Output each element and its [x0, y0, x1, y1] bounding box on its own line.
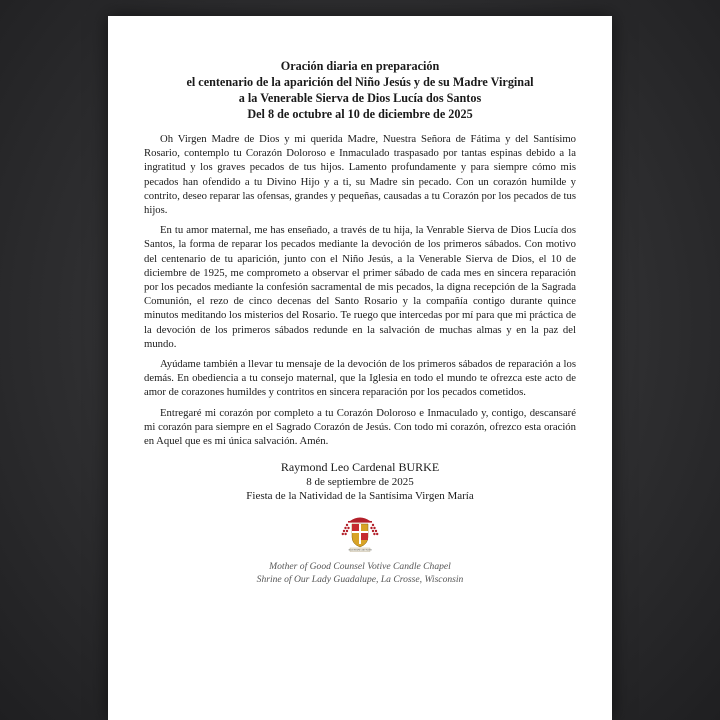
signature-date: 8 de septiembre de 2025 [306, 476, 414, 489]
crest-motto: SECUNDUM COR TUUM [348, 549, 372, 552]
signature-block [144, 460, 576, 503]
prayer-paragraph: Ayúdame también a llevar tu mensaje de la devoción de los primeros sábados de reparación a los demás. En obediencia a tu consejo maternal, que la Iglesia en todo el mundo te ofrezca este acto de amor de corazones humildes y contritos en sincera reparación por los pecados cometidos. [144, 358, 576, 399]
prayer-card [108, 16, 612, 720]
footer-line-shrine: Shrine of Our Lady Guadalupe, La Crosse, Wisconsin [256, 573, 464, 585]
prayer-paragraph: En tu amor maternal, me has enseñado, a través de tu hija, la Venrable Sierva de Dios Lucía dos Santos, la forma de reparar los pecados mediante la devoción de los primeros sábados. Con motivo del centenario de tu aparición, junto con el Niño Jesús, a la Venerable Sierva de Dios, el 10 de diciembre de 1925, me comprometo a observar el primer sábado de cada mes en sincera reparación por los pecados mediante la confesión sacramental de mis pecados, la digna recepción de la Sagrada Comunión, el rezo de cinco decenas del Santo Rosario y la compañía contigo durante quince minutos meditando los misterios del Rosario. Te ruego que intercedas por mí para que mi práctica de la devoción de los primeros sábados redunde en la salvación de muchas almas y en la paz del mundo. [144, 224, 576, 350]
footer [144, 561, 576, 586]
prayer-paragraph: Oh Virgen Madre de Dios y mi querida Madre, Nuestra Señora de Fátima y del Santísimo Rosario, contemplo tu Corazón Doloroso e Inmaculado traspasado por tantas espinas debido a la ingratitud y los graves pecados de tus hijos. Lamento profundamente y para siempre cómo mis pecados han ofendido a tu Divino Hijo y a ti, su Madre sin pecado. Con un corazón humilde y contrito, deseo reparar las ofensas, grandes y pequeñas, causadas a tu Corazón por los pecados de tus hijos. [144, 133, 576, 217]
prayer-paragraph: Entregaré mi corazón por completo a tu Corazón Doloroso e Inmaculado y, contigo, descansaré mi corazón para siempre en el Sagrado Corazón de Jesús. Con todo mi corazón, ofrezco esta oración en Aquel que es mi única salvación. Amén. [144, 406, 576, 448]
signatory-name: Raymond Leo Cardenal BURKE [280, 460, 440, 475]
prayer-title [144, 58, 576, 122]
coat-of-arms-icon [340, 513, 380, 553]
title-line: a la Venerable Sierva de Dios Lucía dos Santos [238, 91, 482, 105]
prayer-body [144, 132, 576, 448]
title-line: el centenario de la aparición del Niño Jesús y de su Madre Virginal [186, 75, 534, 89]
title-line: Del 8 de octubre al 10 de diciembre de 2025 [247, 107, 473, 121]
signature-feast: Fiesta de la Natividad de la Santísima Virgen María [246, 490, 474, 503]
footer-line-chapel: Mother of Good Counsel Votive Candle Chapel [269, 561, 451, 573]
title-line: Oración diaria en preparación [280, 59, 440, 73]
